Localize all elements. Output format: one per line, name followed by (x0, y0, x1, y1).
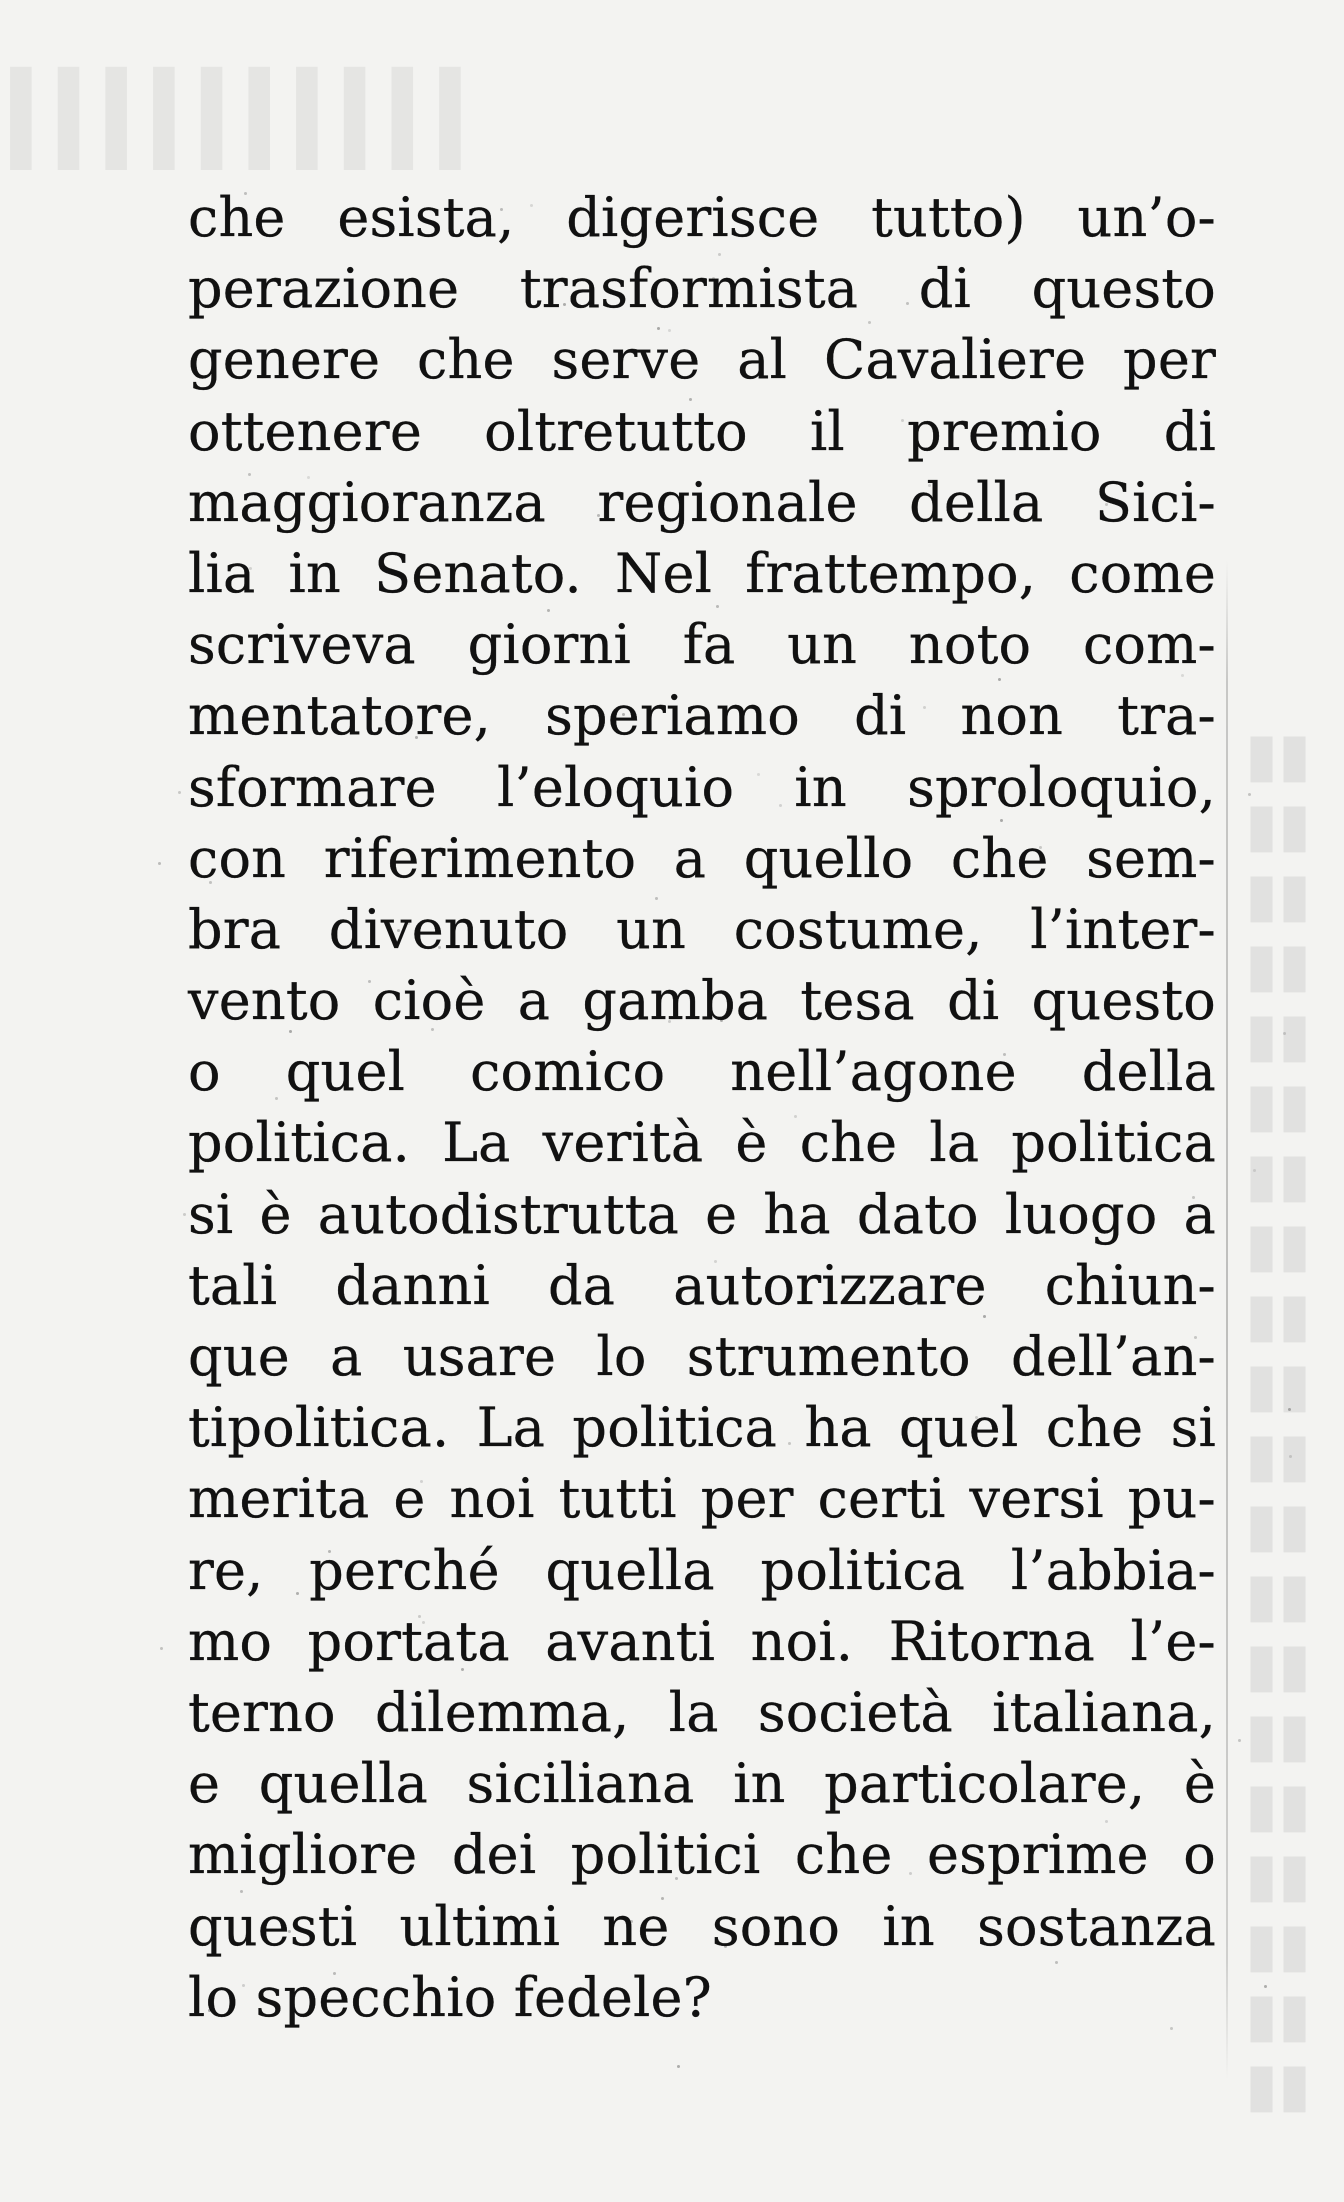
scan-speck (397, 929, 400, 932)
scan-speck (975, 1416, 978, 1419)
scan-speck (1167, 1082, 1170, 1085)
scan-speck (1264, 1985, 1267, 1988)
scan-speck (909, 1872, 912, 1875)
text-line: mo portata avanti noi. Ritorna l’e- (188, 1609, 1216, 1673)
scan-speck (288, 1930, 291, 1933)
text-line: genere che serve al Cavaliere per (188, 328, 1216, 392)
scan-speck (1192, 1196, 1195, 1199)
scan-speck (720, 1019, 723, 1022)
scan-speck (209, 881, 212, 884)
scan-speck (1253, 1169, 1256, 1172)
text-line: che esista, digerisce tutto) un’o- (188, 186, 1216, 249)
text-line: questi ultimi ne sono in sostanza (188, 1894, 1216, 1958)
scan-speck (307, 476, 310, 479)
scan-speck (328, 1550, 331, 1553)
text-line: e quella siciliana in particolare, è (188, 1752, 1216, 1816)
scan-speck (1238, 1739, 1241, 1742)
text-line: maggioranza regionale della Sici- (188, 470, 1216, 534)
text-line: lia in Senato. Nel frattempo, come (188, 541, 1216, 605)
scan-speck (1288, 1408, 1291, 1411)
scan-speck (788, 1442, 791, 1445)
scan-speck (624, 1498, 627, 1501)
scan-speck (1000, 819, 1003, 822)
text-line: mentatore, speriamo di non tra- (188, 684, 1216, 748)
scan-speck (1013, 1699, 1016, 1702)
text-line: ottenere oltretutto il premio di (188, 399, 1216, 463)
scan-speck (1003, 1053, 1006, 1056)
scan-speck (757, 773, 760, 776)
scan-speck (1289, 1455, 1292, 1458)
scan-speck (983, 1315, 986, 1318)
scan-speck (630, 1920, 633, 1923)
scan-speck (1009, 1418, 1012, 1421)
bleed-through-heading: IIIIIIIIII (0, 34, 477, 202)
scan-speck (668, 329, 671, 332)
scan-speck (712, 277, 715, 280)
scan-speck (1105, 1820, 1108, 1823)
scan-speck (438, 946, 441, 949)
column-rule (1226, 560, 1228, 2080)
scan-speck (1194, 1336, 1197, 1339)
text-line: politica. La verità è che la politica (188, 1111, 1216, 1175)
scan-speck (242, 1984, 245, 1987)
scan-speck (468, 848, 471, 851)
scan-speck (244, 192, 247, 195)
scan-speck (928, 484, 931, 487)
scan-speck (868, 321, 871, 324)
text-line: o quel comico nell’agone della (188, 1040, 1216, 1104)
scan-speck (183, 1213, 186, 1216)
scan-speck (1248, 793, 1251, 796)
scan-speck (677, 2065, 680, 2068)
scan-speck (547, 609, 550, 612)
text-line: tali danni da autorizzare chiun- (188, 1253, 1216, 1317)
scan-speck (178, 791, 181, 794)
text-line: perazione trasformista di questo (188, 257, 1216, 321)
scan-speck (245, 285, 248, 288)
scan-speck (675, 1877, 678, 1880)
scan-speck (724, 1945, 727, 1948)
scan-speck (1181, 674, 1184, 677)
scan-speck (431, 1028, 434, 1031)
scan-speck (656, 299, 659, 302)
text-line: re, perché quella politica l’abbia- (188, 1538, 1216, 1602)
scan-speck (901, 419, 904, 422)
scan-speck (657, 327, 660, 330)
scan-speck (1039, 846, 1042, 849)
scan-speck (1283, 1032, 1286, 1035)
scan-speck (418, 1615, 421, 1618)
scan-speck (998, 678, 1001, 681)
scan-speck (461, 1668, 464, 1671)
scan-speck (794, 1115, 797, 1118)
scan-speck (248, 473, 251, 476)
scan-speck (1185, 358, 1188, 361)
scan-speck (422, 1621, 425, 1624)
scan-speck (923, 706, 926, 709)
scan-speck (716, 605, 719, 608)
scan-speck (240, 1890, 243, 1893)
text-line: si è autodistrutta e ha dato luogo a (188, 1182, 1216, 1246)
scan-speck (249, 567, 252, 570)
scan-speck (779, 804, 782, 807)
scan-speck (661, 1897, 664, 1900)
text-line: scriveva giorni fa un noto com- (188, 613, 1216, 677)
text-line: lo specchio fedele? (188, 1965, 712, 2029)
scan-speck (906, 302, 909, 305)
scan-speck (296, 1592, 299, 1595)
scan-speck (668, 1020, 671, 1023)
scan-speck (368, 980, 371, 983)
scan-speck (714, 1260, 717, 1263)
text-line: terno dilemma, la società italiana, (188, 1680, 1216, 1744)
scan-speck (628, 1135, 631, 1138)
scan-speck (655, 897, 658, 900)
text-line: vento cioè a gamba tesa di questo (188, 969, 1216, 1033)
scan-speck (1170, 2027, 1173, 2030)
scan-speck (289, 1030, 292, 1033)
text-line: sformare l’eloquio in sproloquio, (188, 755, 1216, 819)
scan-speck (158, 862, 161, 865)
text-line: tipolitica. La politica ha quel che si (188, 1396, 1216, 1460)
text-line: merita e noi tutti per certi versi pu- (188, 1467, 1216, 1531)
scan-speck (843, 945, 846, 948)
bleed-through-column: ▮▮ ▮▮ ▮▮ ▮▮ ▮▮ ▮▮ ▮▮ ▮▮ ▮▮ ▮▮ ▮▮ ▮▮ ▮▮ ▮▮ ▮▮ ▮▮ ▮▮ ▮▮ ▮▮ ▮▮ (1245, 720, 1312, 2120)
scan-speck (420, 1480, 423, 1483)
scan-speck (689, 398, 692, 401)
scan-speck (718, 253, 721, 256)
scan-speck (500, 208, 503, 211)
text-line: que a usare lo strumento dell’an- (188, 1325, 1216, 1388)
scan-speck (1055, 1961, 1058, 1964)
scan-speck (208, 2009, 211, 2012)
scan-speck (415, 736, 418, 739)
scan-speck (1105, 484, 1108, 487)
scan-speck (622, 713, 625, 716)
text-line: bra divenuto un costume, l’inter- (188, 897, 1216, 961)
article-text-column (188, 182, 1216, 2033)
scan-speck (1105, 503, 1108, 506)
scan-speck (563, 303, 566, 306)
scan-speck (530, 204, 533, 207)
scan-speck (597, 514, 600, 517)
scan-speck (333, 1972, 336, 1975)
scan-speck (275, 1097, 278, 1100)
scan-speck (407, 922, 410, 925)
scan-speck (160, 1647, 163, 1650)
text-line: migliore dei politici che esprime o (188, 1823, 1216, 1887)
text-line: con riferimento a quello che sem- (188, 826, 1216, 890)
